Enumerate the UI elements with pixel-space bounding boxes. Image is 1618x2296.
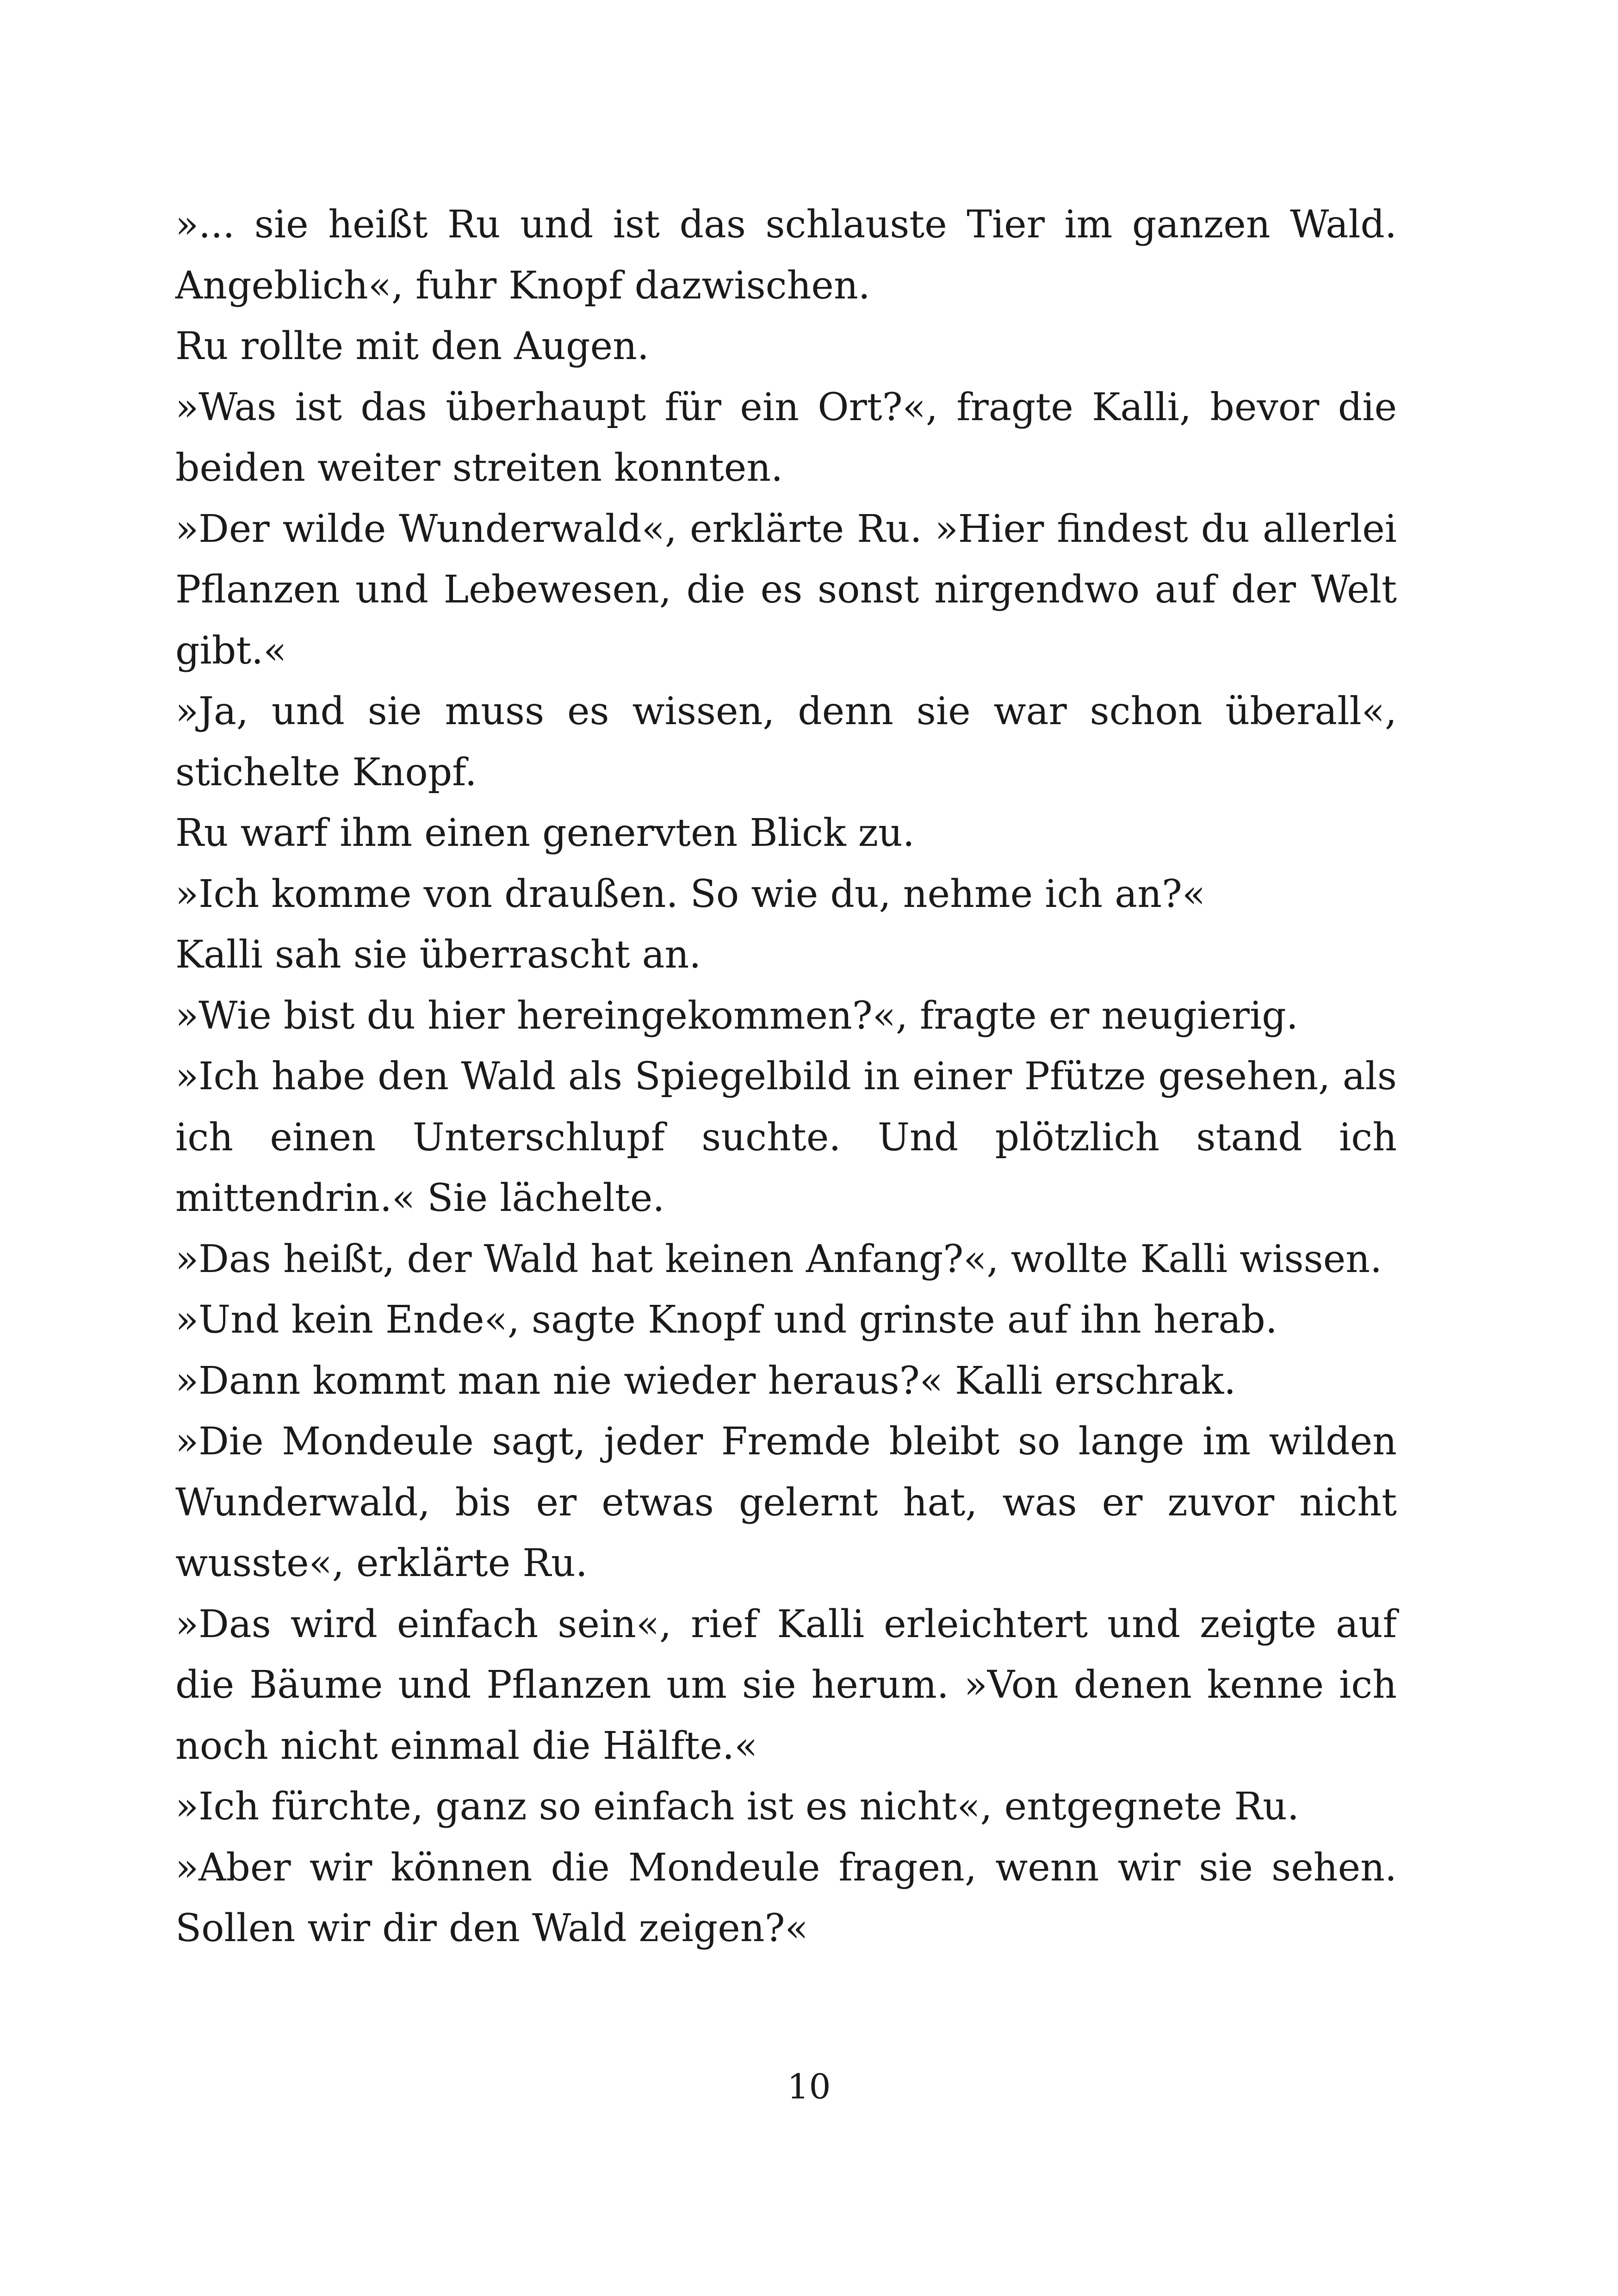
paragraph: »Aber wir können die Mondeule fragen, wenn wir sie sehen. Sollen wir dir den Wald zeigen?« xyxy=(175,1845,1397,1950)
paragraph: »Ich komme von draußen. So wie du, nehme ich an?« xyxy=(175,872,1206,916)
paragraph: »Das heißt, der Wald hat keinen Anfang?«, wollte Kalli wissen. xyxy=(175,1237,1382,1281)
page-number: 10 xyxy=(787,2067,831,2107)
paragraph: »Ja, und sie muss es wissen, denn sie war schon überall«, stichelte Knopf. xyxy=(175,689,1397,794)
paragraph: »Ich fürchte, ganz so einfach ist es nicht«, entgegnete Ru. xyxy=(175,1785,1299,1829)
paragraph: »Das wird einfach sein«, rief Kalli erleichtert und zeigte auf die Bäume und Pflanzen um sie herum. »Von denen kenne ich noch nicht einmal die Hälfte.« xyxy=(175,1602,1397,1768)
paragraph: »... sie heißt Ru und ist das schlauste Tier im ganzen Wald. Angeblich«, fuhr Knopf dazwischen. xyxy=(175,203,1397,308)
paragraph: »Und kein Ende«, sagte Knopf und grinste auf ihn herab. xyxy=(175,1298,1277,1342)
paragraph: »Was ist das überhaupt für ein Ort?«, fragte Kalli, bevor die beiden weiter streiten konnten. xyxy=(175,385,1397,490)
paragraph: »Wie bist du hier hereingekommen?«, fragte er neugierig. xyxy=(175,993,1298,1038)
paragraph: »Der wilde Wunderwald«, erklärte Ru. »Hier findest du allerlei Pflanzen und Lebewesen, die es sonst nirgendwo auf der Welt gibt.« xyxy=(175,507,1397,673)
paragraph: »Ich habe den Wald als Spiegelbild in einer Pfütze gesehen, als ich einen Unterschlupf suchte. Und plötzlich stand ich mittendrin.« Sie lächelte. xyxy=(175,1055,1397,1220)
paragraph: Kalli sah sie überrascht an. xyxy=(175,933,701,977)
paragraph: »Dann kommt man nie wieder heraus?« Kalli erschrak. xyxy=(175,1359,1236,1403)
paragraph: Ru warf ihm einen genervten Blick zu. xyxy=(175,811,915,855)
body-text xyxy=(175,194,1397,1959)
paragraph: Ru rollte mit den Augen. xyxy=(175,324,649,368)
paragraph: »Die Mondeule sagt, jeder Fremde bleibt so lange im wilden Wunderwald, bis er etwas gelernt hat, was er zuvor nicht wusste«, erklärte Ru. xyxy=(175,1420,1397,1585)
